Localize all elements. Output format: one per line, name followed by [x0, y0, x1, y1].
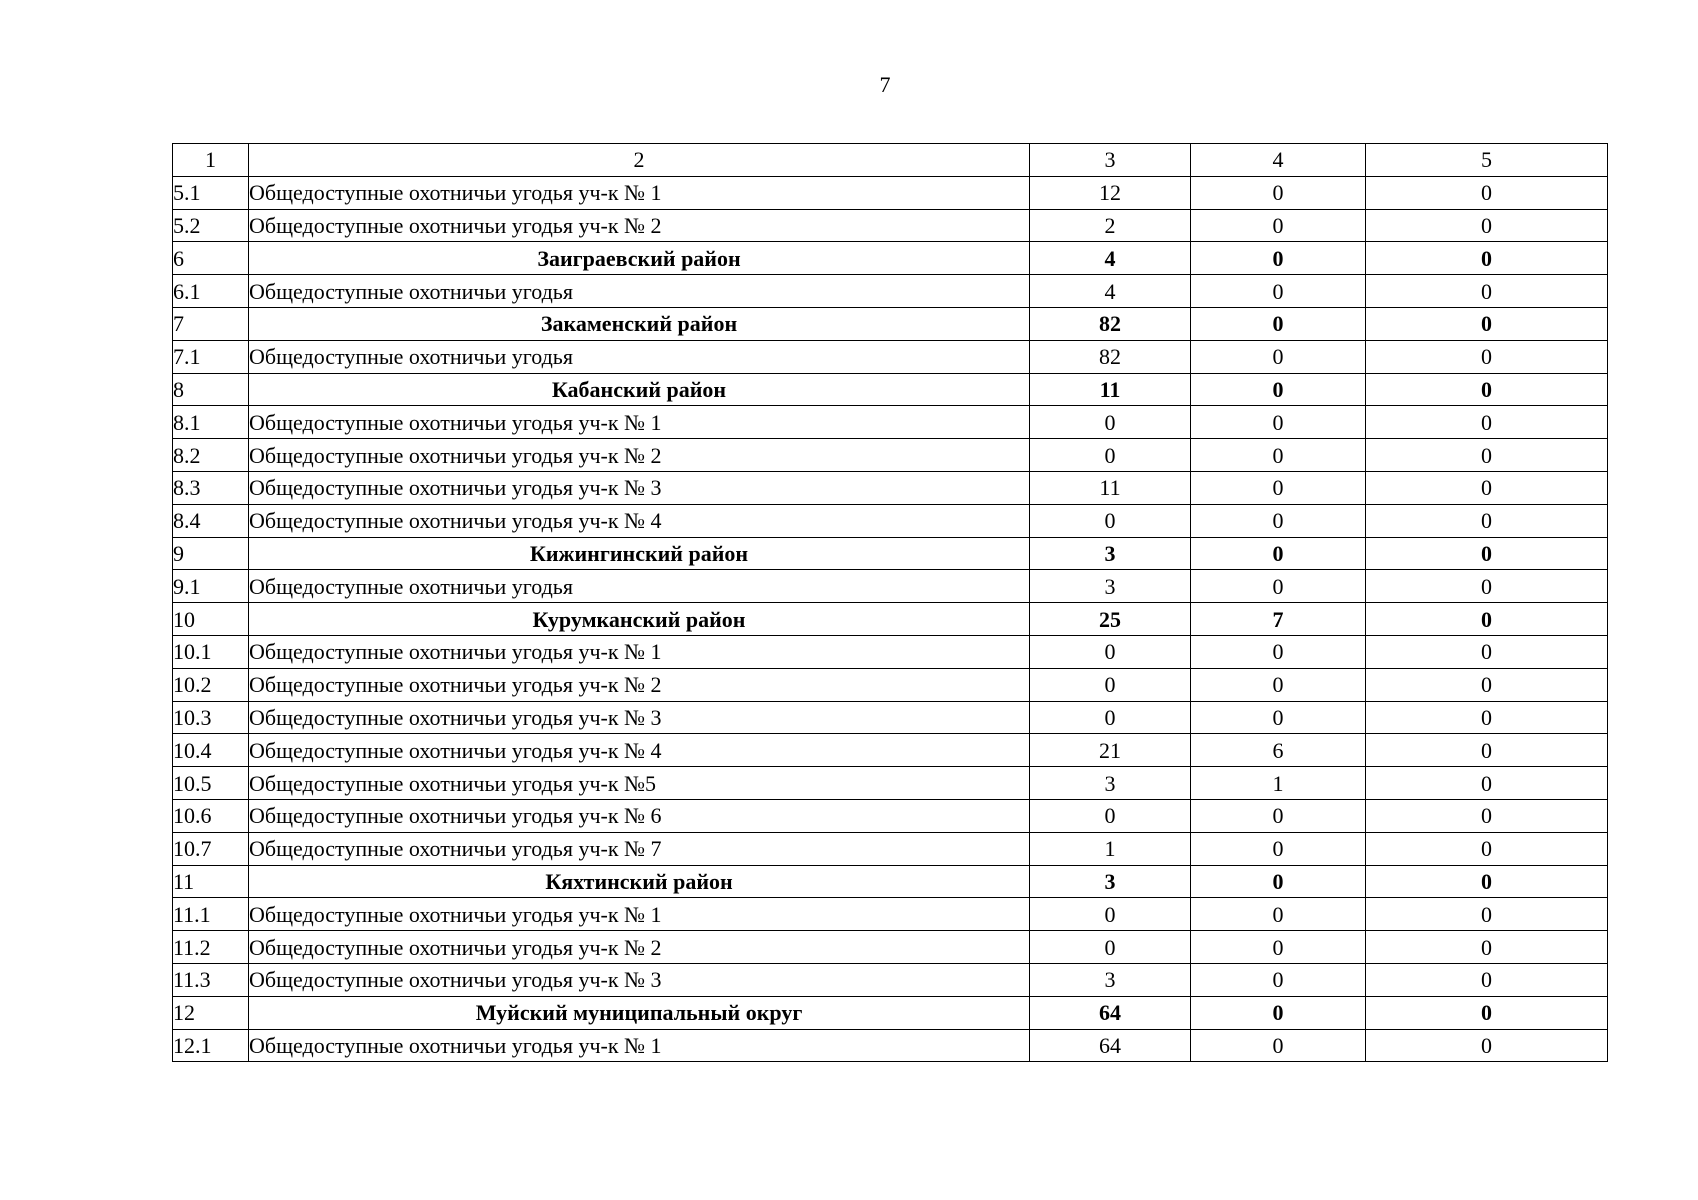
row-number-cell: 8	[173, 373, 249, 406]
row-name-cell: Муйский муниципальный округ	[249, 996, 1030, 1029]
table-row	[173, 963, 1608, 996]
value-col-5-cell: 0	[1366, 1029, 1608, 1062]
header-cell-3: 3	[1030, 144, 1191, 177]
row-number-cell: 10.2	[173, 668, 249, 701]
row-number-cell: 10	[173, 603, 249, 636]
value-col-4-cell: 0	[1191, 865, 1366, 898]
header-cell-1: 1	[173, 144, 249, 177]
value-col-3-cell: 0	[1030, 635, 1191, 668]
value-col-5-cell: 0	[1366, 242, 1608, 275]
table-row	[173, 1029, 1608, 1062]
row-number-cell: 8.4	[173, 504, 249, 537]
row-name-cell: Общедоступные охотничьи угодья уч-к № 1	[249, 176, 1030, 209]
row-name-cell: Курумканский район	[249, 603, 1030, 636]
value-col-4-cell: 0	[1191, 668, 1366, 701]
value-col-3-cell: 82	[1030, 340, 1191, 373]
value-col-5-cell: 0	[1366, 898, 1608, 931]
row-name-cell: Общедоступные охотничьи угодья	[249, 275, 1030, 308]
district-row	[173, 242, 1608, 275]
value-col-4-cell: 0	[1191, 898, 1366, 931]
value-col-4-cell: 0	[1191, 504, 1366, 537]
value-col-5-cell: 0	[1366, 373, 1608, 406]
row-number-cell: 7.1	[173, 340, 249, 373]
value-col-4-cell: 0	[1191, 832, 1366, 865]
row-number-cell: 10.5	[173, 767, 249, 800]
value-col-3-cell: 0	[1030, 799, 1191, 832]
row-name-cell: Общедоступные охотничьи угодья уч-к № 4	[249, 504, 1030, 537]
value-col-4-cell: 0	[1191, 242, 1366, 275]
row-name-cell: Общедоступные охотничьи угодья уч-к № 2	[249, 439, 1030, 472]
value-col-3-cell: 2	[1030, 209, 1191, 242]
value-col-3-cell: 64	[1030, 996, 1191, 1029]
row-number-cell: 8.2	[173, 439, 249, 472]
value-col-5-cell: 0	[1366, 931, 1608, 964]
table-row	[173, 471, 1608, 504]
table-row	[173, 898, 1608, 931]
value-col-3-cell: 82	[1030, 307, 1191, 340]
row-name-cell: Общедоступные охотничьи угодья уч-к № 3	[249, 471, 1030, 504]
table-row	[173, 668, 1608, 701]
row-number-cell: 10.3	[173, 701, 249, 734]
row-number-cell: 11.1	[173, 898, 249, 931]
value-col-3-cell: 4	[1030, 275, 1191, 308]
value-col-5-cell: 0	[1366, 471, 1608, 504]
row-name-cell: Общедоступные охотничьи угодья уч-к № 1	[249, 406, 1030, 439]
value-col-4-cell: 6	[1191, 734, 1366, 767]
value-col-3-cell: 0	[1030, 898, 1191, 931]
row-name-cell: Заиграевский район	[249, 242, 1030, 275]
table-row	[173, 734, 1608, 767]
value-col-4-cell: 0	[1191, 963, 1366, 996]
value-col-3-cell: 3	[1030, 865, 1191, 898]
value-col-5-cell: 0	[1366, 603, 1608, 636]
value-col-5-cell: 0	[1366, 963, 1608, 996]
value-col-5-cell: 0	[1366, 668, 1608, 701]
row-name-cell: Закаменский район	[249, 307, 1030, 340]
value-col-5-cell: 0	[1366, 275, 1608, 308]
value-col-4-cell: 0	[1191, 439, 1366, 472]
row-name-cell: Кяхтинский район	[249, 865, 1030, 898]
value-col-3-cell: 1	[1030, 832, 1191, 865]
value-col-5-cell: 0	[1366, 340, 1608, 373]
value-col-4-cell: 0	[1191, 1029, 1366, 1062]
district-row	[173, 865, 1608, 898]
value-col-5-cell: 0	[1366, 865, 1608, 898]
value-col-4-cell: 0	[1191, 701, 1366, 734]
table-row	[173, 701, 1608, 734]
row-name-cell: Общедоступные охотничьи угодья уч-к № 3	[249, 701, 1030, 734]
value-col-5-cell: 0	[1366, 209, 1608, 242]
row-name-cell: Кабанский район	[249, 373, 1030, 406]
value-col-3-cell: 4	[1030, 242, 1191, 275]
row-name-cell: Общедоступные охотничьи угодья уч-к № 1	[249, 898, 1030, 931]
value-col-3-cell: 0	[1030, 668, 1191, 701]
value-col-3-cell: 11	[1030, 373, 1191, 406]
row-name-cell: Общедоступные охотничьи угодья уч-к №5	[249, 767, 1030, 800]
row-number-cell: 5.2	[173, 209, 249, 242]
row-name-cell: Общедоступные охотничьи угодья уч-к № 1	[249, 1029, 1030, 1062]
row-name-cell: Общедоступные охотничьи угодья уч-к № 1	[249, 635, 1030, 668]
value-col-4-cell: 0	[1191, 275, 1366, 308]
district-row	[173, 537, 1608, 570]
row-number-cell: 12.1	[173, 1029, 249, 1062]
row-number-cell: 10.7	[173, 832, 249, 865]
value-col-3-cell: 21	[1030, 734, 1191, 767]
row-number-cell: 5.1	[173, 176, 249, 209]
value-col-4-cell: 0	[1191, 373, 1366, 406]
row-number-cell: 9	[173, 537, 249, 570]
row-number-cell: 11	[173, 865, 249, 898]
table-row	[173, 799, 1608, 832]
row-name-cell: Общедоступные охотничьи угодья уч-к № 6	[249, 799, 1030, 832]
value-col-5-cell: 0	[1366, 406, 1608, 439]
value-col-3-cell: 12	[1030, 176, 1191, 209]
table-row	[173, 439, 1608, 472]
table-row	[173, 504, 1608, 537]
row-number-cell: 10.1	[173, 635, 249, 668]
value-col-5-cell: 0	[1366, 832, 1608, 865]
value-col-4-cell: 1	[1191, 767, 1366, 800]
value-col-5-cell: 0	[1366, 537, 1608, 570]
table-row	[173, 931, 1608, 964]
row-number-cell: 11.2	[173, 931, 249, 964]
value-col-4-cell: 0	[1191, 406, 1366, 439]
row-name-cell: Общедоступные охотничьи угодья уч-к № 2	[249, 668, 1030, 701]
value-col-4-cell: 0	[1191, 209, 1366, 242]
value-col-5-cell: 0	[1366, 635, 1608, 668]
table-row	[173, 340, 1608, 373]
value-col-4-cell: 0	[1191, 799, 1366, 832]
row-name-cell: Общедоступные охотничьи угодья уч-к № 2	[249, 931, 1030, 964]
table-row	[173, 275, 1608, 308]
page-number: 7	[879, 72, 891, 97]
value-col-3-cell: 0	[1030, 406, 1191, 439]
row-name-cell: Общедоступные охотничьи угодья уч-к № 3	[249, 963, 1030, 996]
value-col-3-cell: 25	[1030, 603, 1191, 636]
row-name-cell: Кижингинский район	[249, 537, 1030, 570]
value-col-4-cell: 0	[1191, 340, 1366, 373]
row-name-cell: Общедоступные охотничьи угодья уч-к № 7	[249, 832, 1030, 865]
row-number-cell: 11.3	[173, 963, 249, 996]
value-col-3-cell: 0	[1030, 701, 1191, 734]
row-name-cell: Общедоступные охотничьи угодья уч-к № 4	[249, 734, 1030, 767]
table-row	[173, 767, 1608, 800]
header-cell-2: 2	[249, 144, 1030, 177]
header-cell-5: 5	[1366, 144, 1608, 177]
table-row	[173, 832, 1608, 865]
row-number-cell: 7	[173, 307, 249, 340]
table-row	[173, 176, 1608, 209]
value-col-5-cell: 0	[1366, 176, 1608, 209]
header-cell-4: 4	[1191, 144, 1366, 177]
row-number-cell: 8.1	[173, 406, 249, 439]
value-col-4-cell: 0	[1191, 176, 1366, 209]
district-row	[173, 373, 1608, 406]
value-col-4-cell: 0	[1191, 537, 1366, 570]
table-row	[173, 406, 1608, 439]
table-row	[173, 635, 1608, 668]
district-row	[173, 603, 1608, 636]
value-col-4-cell: 0	[1191, 635, 1366, 668]
district-row	[173, 307, 1608, 340]
row-number-cell: 6.1	[173, 275, 249, 308]
row-name-cell: Общедоступные охотничьи угодья уч-к № 2	[249, 209, 1030, 242]
value-col-3-cell: 3	[1030, 767, 1191, 800]
value-col-3-cell: 11	[1030, 471, 1191, 504]
value-col-4-cell: 0	[1191, 307, 1366, 340]
row-number-cell: 8.3	[173, 471, 249, 504]
district-row	[173, 996, 1608, 1029]
value-col-4-cell: 7	[1191, 603, 1366, 636]
value-col-3-cell: 0	[1030, 931, 1191, 964]
value-col-3-cell: 3	[1030, 537, 1191, 570]
row-number-cell: 12	[173, 996, 249, 1029]
value-col-5-cell: 0	[1366, 439, 1608, 472]
value-col-4-cell: 0	[1191, 570, 1366, 603]
value-col-3-cell: 3	[1030, 570, 1191, 603]
value-col-5-cell: 0	[1366, 504, 1608, 537]
table-body	[173, 144, 1608, 1062]
value-col-5-cell: 0	[1366, 734, 1608, 767]
value-col-3-cell: 0	[1030, 439, 1191, 472]
value-col-5-cell: 0	[1366, 767, 1608, 800]
row-name-cell: Общедоступные охотничьи угодья	[249, 570, 1030, 603]
value-col-5-cell: 0	[1366, 799, 1608, 832]
value-col-3-cell: 64	[1030, 1029, 1191, 1062]
value-col-5-cell: 0	[1366, 570, 1608, 603]
row-name-cell: Общедоступные охотничьи угодья	[249, 340, 1030, 373]
value-col-3-cell: 0	[1030, 504, 1191, 537]
row-number-cell: 6	[173, 242, 249, 275]
data-table	[172, 143, 1608, 1062]
table-row	[173, 209, 1608, 242]
value-col-5-cell: 0	[1366, 307, 1608, 340]
row-number-cell: 10.6	[173, 799, 249, 832]
value-col-3-cell: 3	[1030, 963, 1191, 996]
value-col-5-cell: 0	[1366, 701, 1608, 734]
value-col-4-cell: 0	[1191, 471, 1366, 504]
value-col-4-cell: 0	[1191, 996, 1366, 1029]
table-row	[173, 570, 1608, 603]
value-col-5-cell: 0	[1366, 996, 1608, 1029]
row-number-cell: 10.4	[173, 734, 249, 767]
row-number-cell: 9.1	[173, 570, 249, 603]
table-header-row	[173, 144, 1608, 177]
value-col-4-cell: 0	[1191, 931, 1366, 964]
